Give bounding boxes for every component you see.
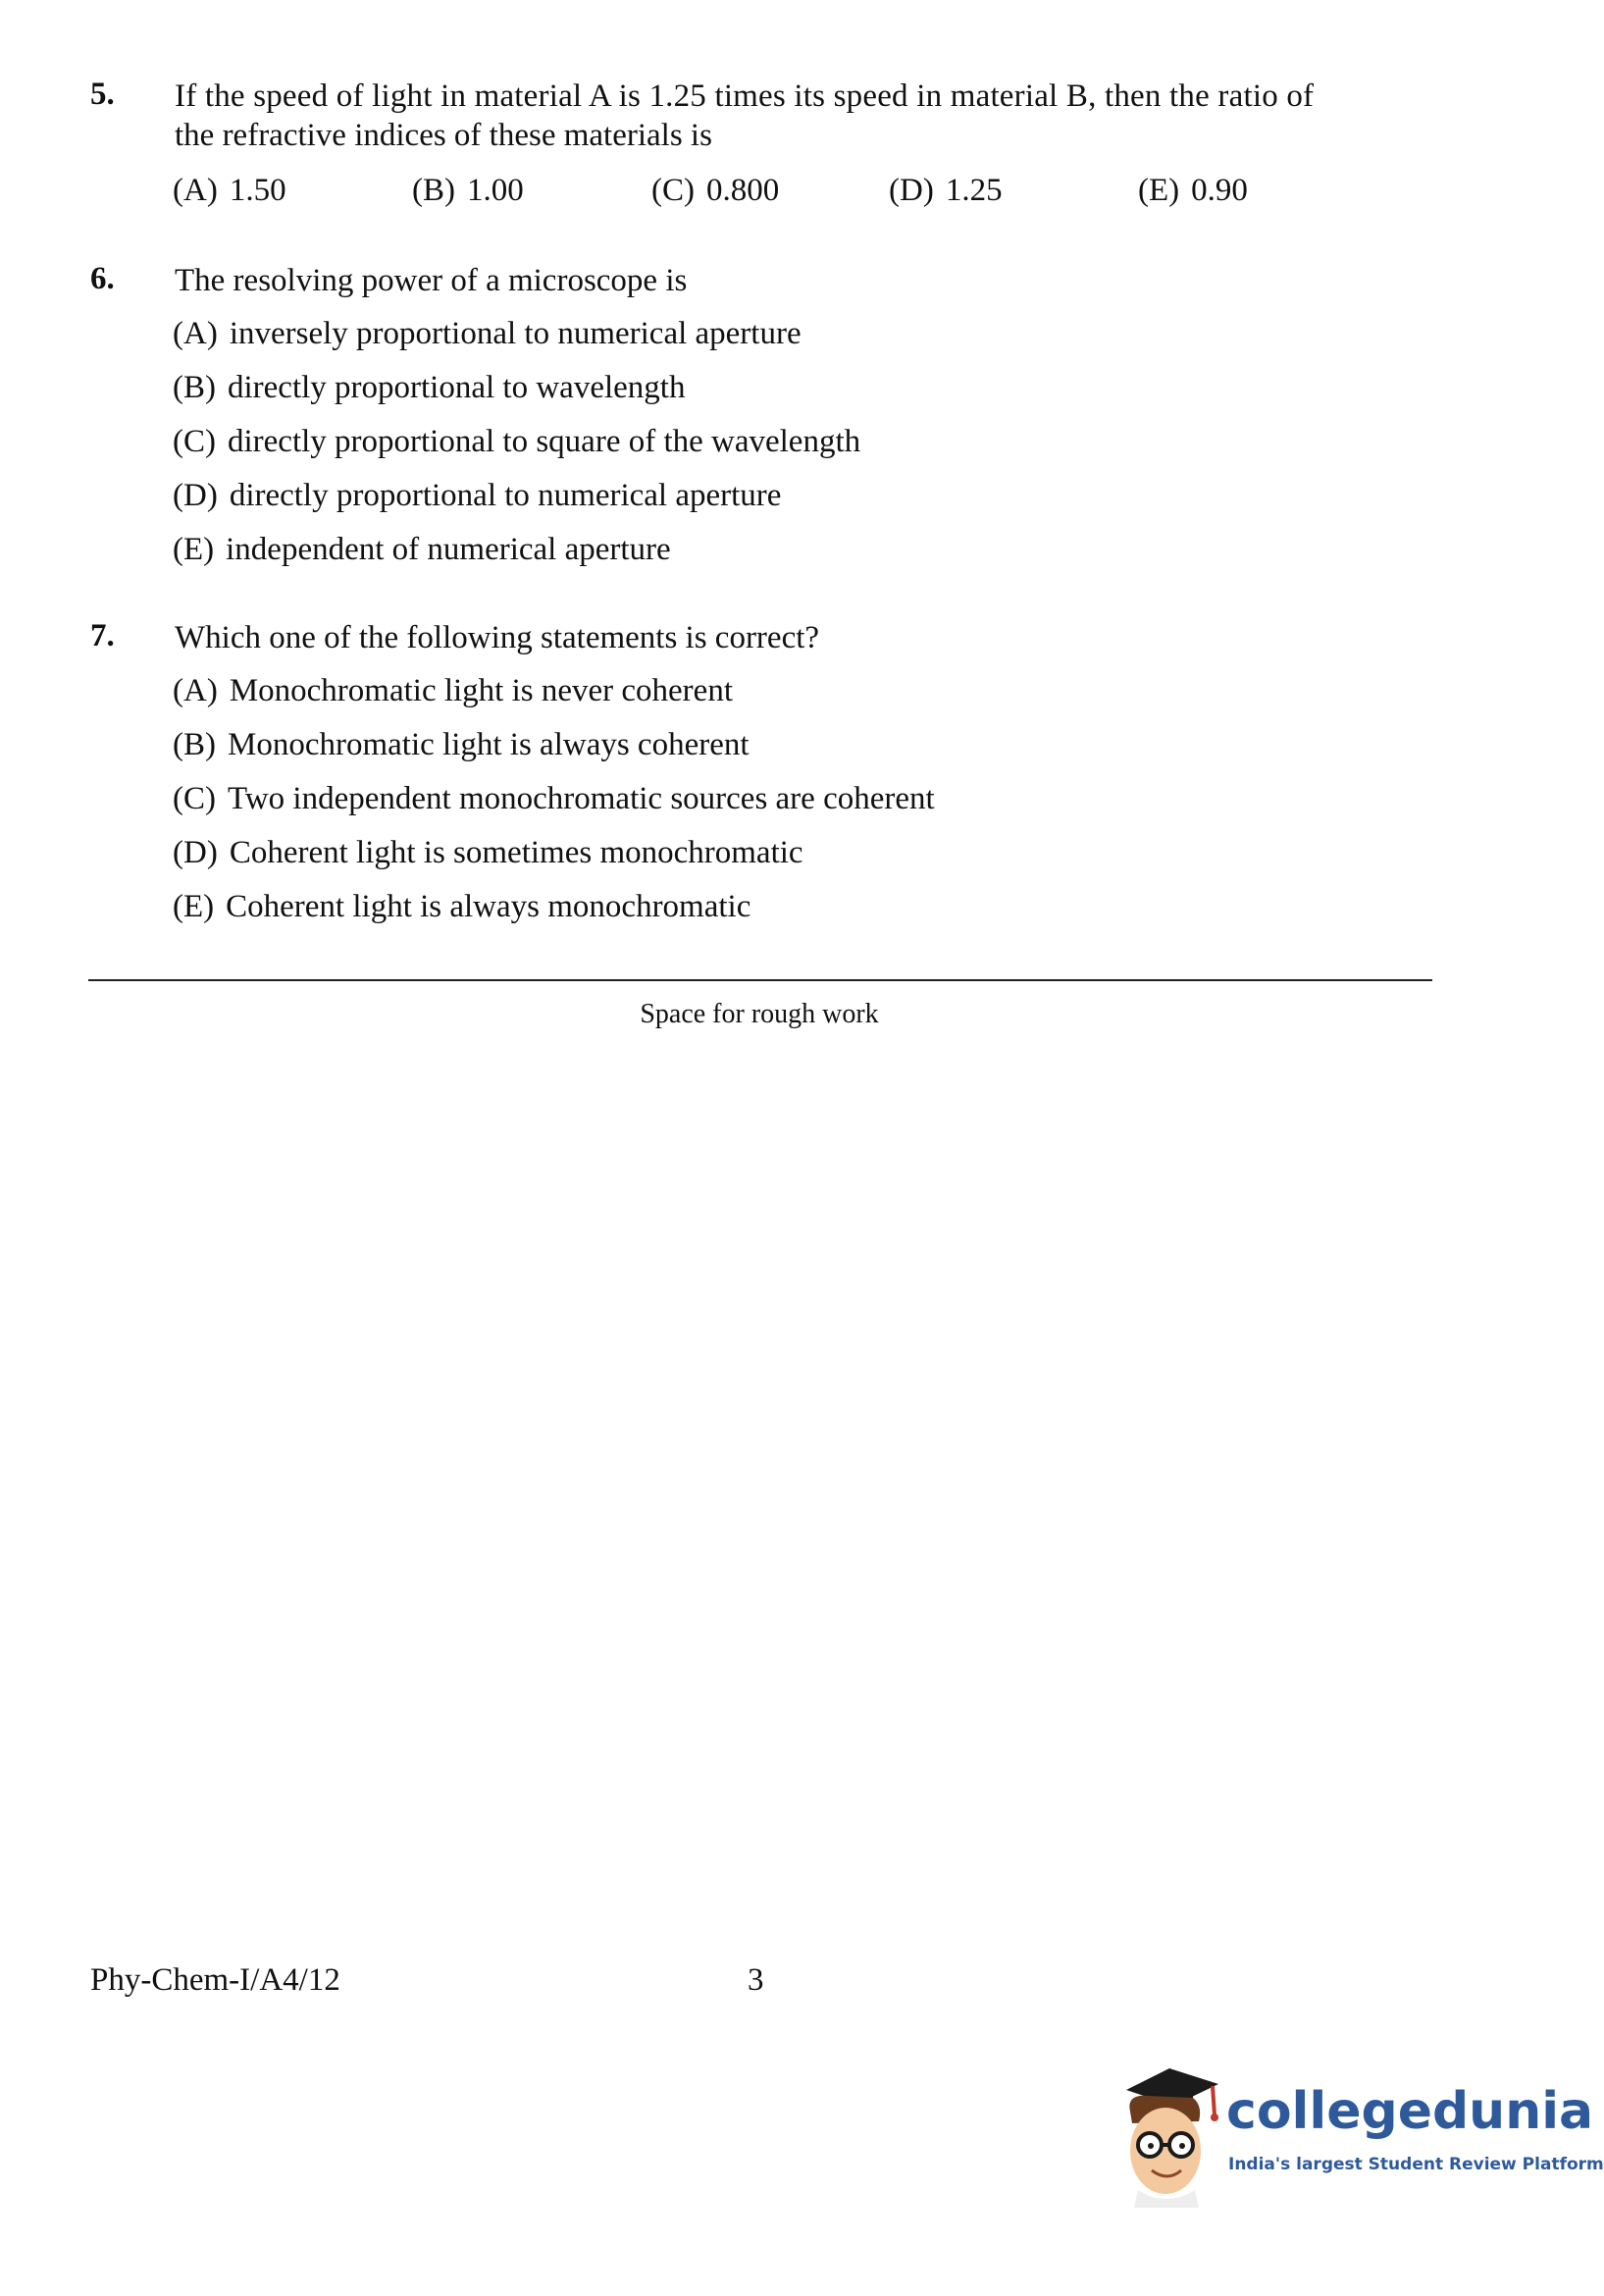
logo-tagline: India's largest Student Review Platform: [1228, 2155, 1604, 2174]
question-7-option-c: [173, 781, 935, 817]
question-6-option-c: [173, 424, 860, 460]
option-letter: (A): [173, 673, 218, 708]
option-letter: (B): [412, 173, 455, 208]
question-5-option-b: [412, 173, 524, 209]
option-text: Two independent monochromatic sources are coherent: [228, 781, 935, 816]
question-5-line-1: If the speed of light in material A is 1.25 times its speed in material B, then the ratio of: [175, 78, 1315, 114]
question-7-option-e: [173, 889, 750, 925]
question-5-line-2: the refractive indices of these materials is: [175, 118, 712, 153]
question-6-text: The resolving power of a microscope is: [175, 263, 688, 298]
question-6-option-a: [173, 316, 802, 352]
option-text: inversely proportional to numerical aperture: [229, 316, 802, 351]
option-letter: (D): [889, 173, 934, 208]
question-6-number: 6.: [90, 261, 115, 296]
question-5-number: 5.: [90, 77, 115, 112]
option-letter: (C): [651, 173, 695, 208]
question-5-text: [175, 77, 1314, 155]
option-text: 1.00: [467, 173, 524, 208]
option-text: 1.50: [229, 173, 286, 208]
mascot-icon: [1109, 2061, 1226, 2208]
option-text: 0.90: [1191, 173, 1248, 208]
option-text: Monochromatic light is always coherent: [228, 727, 750, 762]
question-5-option-c: [651, 173, 779, 209]
option-letter: (E): [1138, 173, 1180, 208]
option-text: directly proportional to wavelength: [228, 370, 686, 405]
option-letter: (A): [173, 173, 218, 208]
question-5-option-a: [173, 173, 286, 209]
question-7-text: Which one of the following statements is correct?: [175, 620, 820, 655]
logo-brand-text: collegedunia: [1226, 2082, 1594, 2141]
question-5-option-e: [1138, 173, 1248, 209]
option-text: 1.25: [945, 173, 1003, 208]
option-letter: (B): [173, 727, 216, 762]
option-letter: (A): [173, 316, 218, 351]
option-letter: (C): [173, 424, 216, 459]
question-6-option-d: [173, 478, 781, 514]
question-7-option-a: [173, 673, 733, 709]
question-7-option-d: [173, 835, 803, 871]
option-letter: (E): [173, 532, 215, 567]
option-text: Coherent light is always monochromatic: [226, 889, 751, 924]
option-text: Monochromatic light is never coherent: [229, 673, 733, 708]
question-5-option-d: [889, 173, 1003, 209]
option-letter: (D): [173, 478, 218, 513]
option-text: directly proportional to square of the wavelength: [228, 424, 861, 459]
option-text: directly proportional to numerical aperture: [229, 478, 782, 513]
option-text: 0.800: [706, 173, 780, 208]
option-letter: (D): [173, 835, 218, 870]
question-7-option-b: [173, 727, 750, 763]
option-letter: (C): [173, 781, 216, 816]
option-letter: (E): [173, 889, 215, 924]
option-letter: (B): [173, 370, 216, 405]
collegedunia-logo: [1109, 2061, 1604, 2208]
paper-code: Phy-Chem-I/A4/12: [90, 1962, 340, 1998]
option-text: Coherent light is sometimes monochromatic: [229, 835, 803, 870]
question-6-option-b: [173, 370, 685, 406]
rough-work-label: Space for rough work: [640, 999, 879, 1029]
option-text: independent of numerical aperture: [226, 532, 671, 567]
question-7-number: 7.: [90, 618, 115, 653]
rough-work-divider: [88, 979, 1432, 981]
question-6-option-e: [173, 532, 671, 568]
page-number: 3: [748, 1962, 764, 1998]
